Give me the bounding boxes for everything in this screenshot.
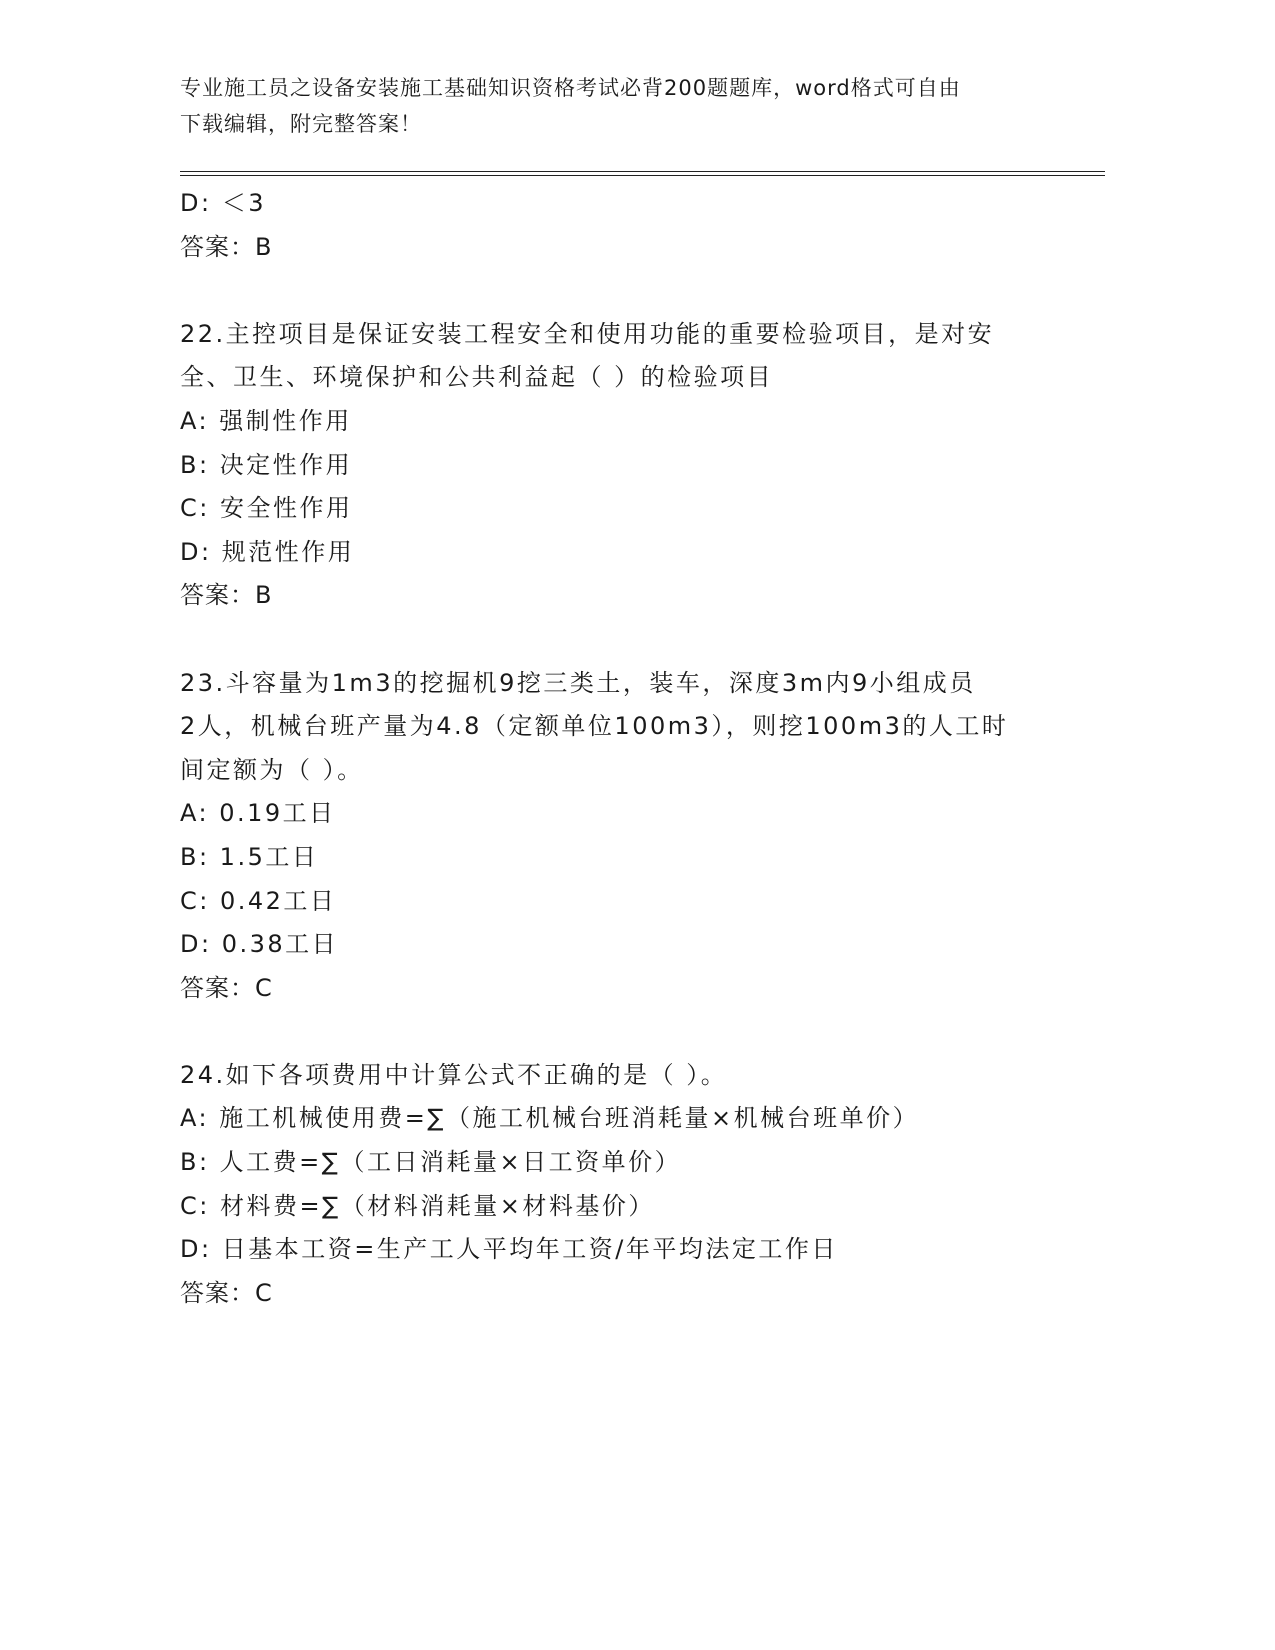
option-c: C: 材料费=∑（材料消耗量×材料基价） — [180, 1191, 655, 1220]
option-d: D: 日基本工资=生产工人平均年工资/年平均法定工作日 — [180, 1235, 838, 1264]
option-a: A: 施工机械使用费=∑（施工机械台班消耗量×机械台班单价） — [180, 1104, 920, 1133]
option-a: A: 0.19工日 — [180, 799, 336, 828]
question-23 — [180, 662, 1060, 1011]
question-stem-line: 24.如下各项费用中计算公式不正确的是（ ）。 — [180, 1060, 728, 1089]
question-22 — [180, 313, 1060, 618]
option-d: D: 规范性作用 — [180, 537, 355, 566]
page-header — [180, 70, 1060, 142]
spacer — [180, 1010, 1060, 1054]
option-c: C: 0.42工日 — [180, 886, 337, 915]
answer-line: 答案：C — [180, 1278, 273, 1307]
question-stem-line: 间定额为（ ）。 — [180, 755, 364, 784]
question-list — [180, 182, 1060, 1315]
option-d: D: 0.38工日 — [180, 930, 339, 959]
question-stem-line: 22.主控项目是保证安装工程安全和使用功能的重要检验项目，是对安 — [180, 319, 995, 348]
header-title-line-2: 下载编辑，附完整答案！ — [180, 112, 422, 136]
question-stem-line: 2人，机械台班产量为4.8（定额单位100m3），则挖100m3的人工时 — [180, 712, 1009, 741]
answer-line: 答案：B — [180, 581, 273, 610]
option-b: B: 1.5工日 — [180, 842, 319, 871]
spacer — [180, 269, 1060, 313]
question-21-tail — [180, 182, 1060, 269]
question-24 — [180, 1054, 1060, 1316]
answer-line: 答案：C — [180, 973, 273, 1002]
header-title-line-1: 专业施工员之设备安装施工基础知识资格考试必背200题题库，word格式可自由 — [180, 76, 961, 100]
spacer — [180, 618, 1060, 662]
header-divider — [180, 171, 1105, 176]
option-b: B: 人工费=∑（工日消耗量×日工资单价） — [180, 1148, 682, 1177]
option-b: B: 决定性作用 — [180, 450, 353, 479]
question-stem-line: 23.斗容量为1m3的挖掘机9挖三类土，装车，深度3m内9小组成员 — [180, 668, 976, 697]
question-stem-line: 全、卫生、环境保护和公共利益起（ ）的检验项目 — [180, 363, 774, 392]
option-d: D: ＜3 — [180, 189, 266, 217]
answer-line: 答案：B — [180, 232, 273, 261]
option-a: A: 强制性作用 — [180, 406, 352, 435]
option-c: C: 安全性作用 — [180, 494, 353, 523]
